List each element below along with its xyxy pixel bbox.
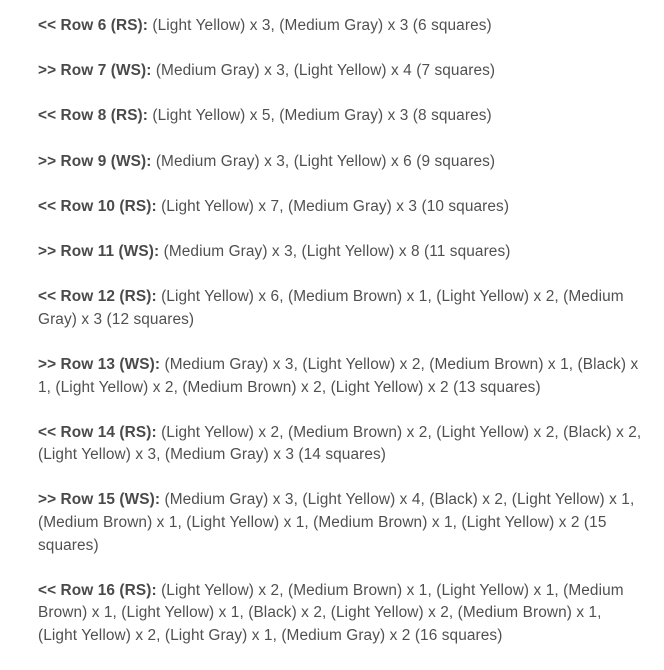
row-text: (Medium Gray) x 3, (Light Yellow) x 4 (7 squares) [155,62,496,80]
row-text: (Medium Gray) x 3, (Light Yellow) x 6 (9 squares) [155,152,496,170]
row-text: (Light Yellow) x 6, (Medium Brown) x 1, (Light Yellow) x 2, (Medium Gray) x 3 (12 squares) [38,288,624,328]
row-instruction [38,422,642,467]
row-text: (Light Yellow) x 7, (Medium Gray) x 3 (10 squares) [161,197,510,215]
row-label: >> Row 11 (WS): [38,242,160,260]
row-text: (Light Yellow) x 5, (Medium Gray) x 3 (8 squares) [152,107,492,125]
row-label: >> Row 7 (WS): [38,62,152,80]
row-instruction [38,196,642,219]
pattern-instructions [38,15,642,670]
row-instruction [38,15,642,38]
row-label: << Row 14 (RS): [38,423,157,441]
row-label: << Row 12 (RS): [38,288,157,306]
row-instruction [38,60,642,83]
row-instruction [38,241,642,264]
row-text: (Medium Gray) x 3, (Light Yellow) x 8 (11 squares) [163,242,511,260]
row-instruction [38,105,642,128]
row-text: (Medium Gray) x 3, (Light Yellow) x 4, (Black) x 2, (Light Yellow) x 1, (Medium Brown) x 1, (Light Yellow) x 1, (Medium Brown) x 1, (Light Yellow) x 2 (15 squares) [38,491,635,554]
row-label: >> Row 13 (WS): [38,355,161,373]
row-label: << Row 8 (RS): [38,107,149,125]
row-instruction [38,580,642,648]
row-label: << Row 16 (RS): [38,581,157,599]
row-label: >> Row 9 (WS): [38,152,152,170]
row-instruction [38,286,642,331]
row-text: (Light Yellow) x 2, (Medium Brown) x 2, (Light Yellow) x 2, (Black) x 2, (Light Yellow) x 3, (Medium Gray) x 3 (14 squares) [38,423,642,464]
row-label: << Row 6 (RS): [38,17,149,34]
row-instruction [38,354,642,399]
row-text: (Light Yellow) x 3, (Medium Gray) x 3 (6 squares) [152,17,492,34]
row-label: >> Row 15 (WS): [38,491,161,509]
row-text: (Medium Gray) x 3, (Light Yellow) x 2, (Medium Brown) x 1, (Black) x 1, (Light Yellow) x 2, (Medium Brown) x 2, (Light Yellow) x 2 (13 squares) [38,355,639,396]
row-instruction [38,489,642,557]
row-text: (Light Yellow) x 2, (Medium Brown) x 1, (Light Yellow) x 1, (Medium Brown) x 1, (Light Yellow) x 1, (Black) x 2, (Light Yellow) x 2, (Medium Brown) x 1, (Light Yellow) x 2, (Light Gray) x 1, (Medium Gray) x 2 (16 squares) [38,581,624,645]
row-instruction [38,151,642,174]
row-label: << Row 10 (RS): [38,197,157,215]
